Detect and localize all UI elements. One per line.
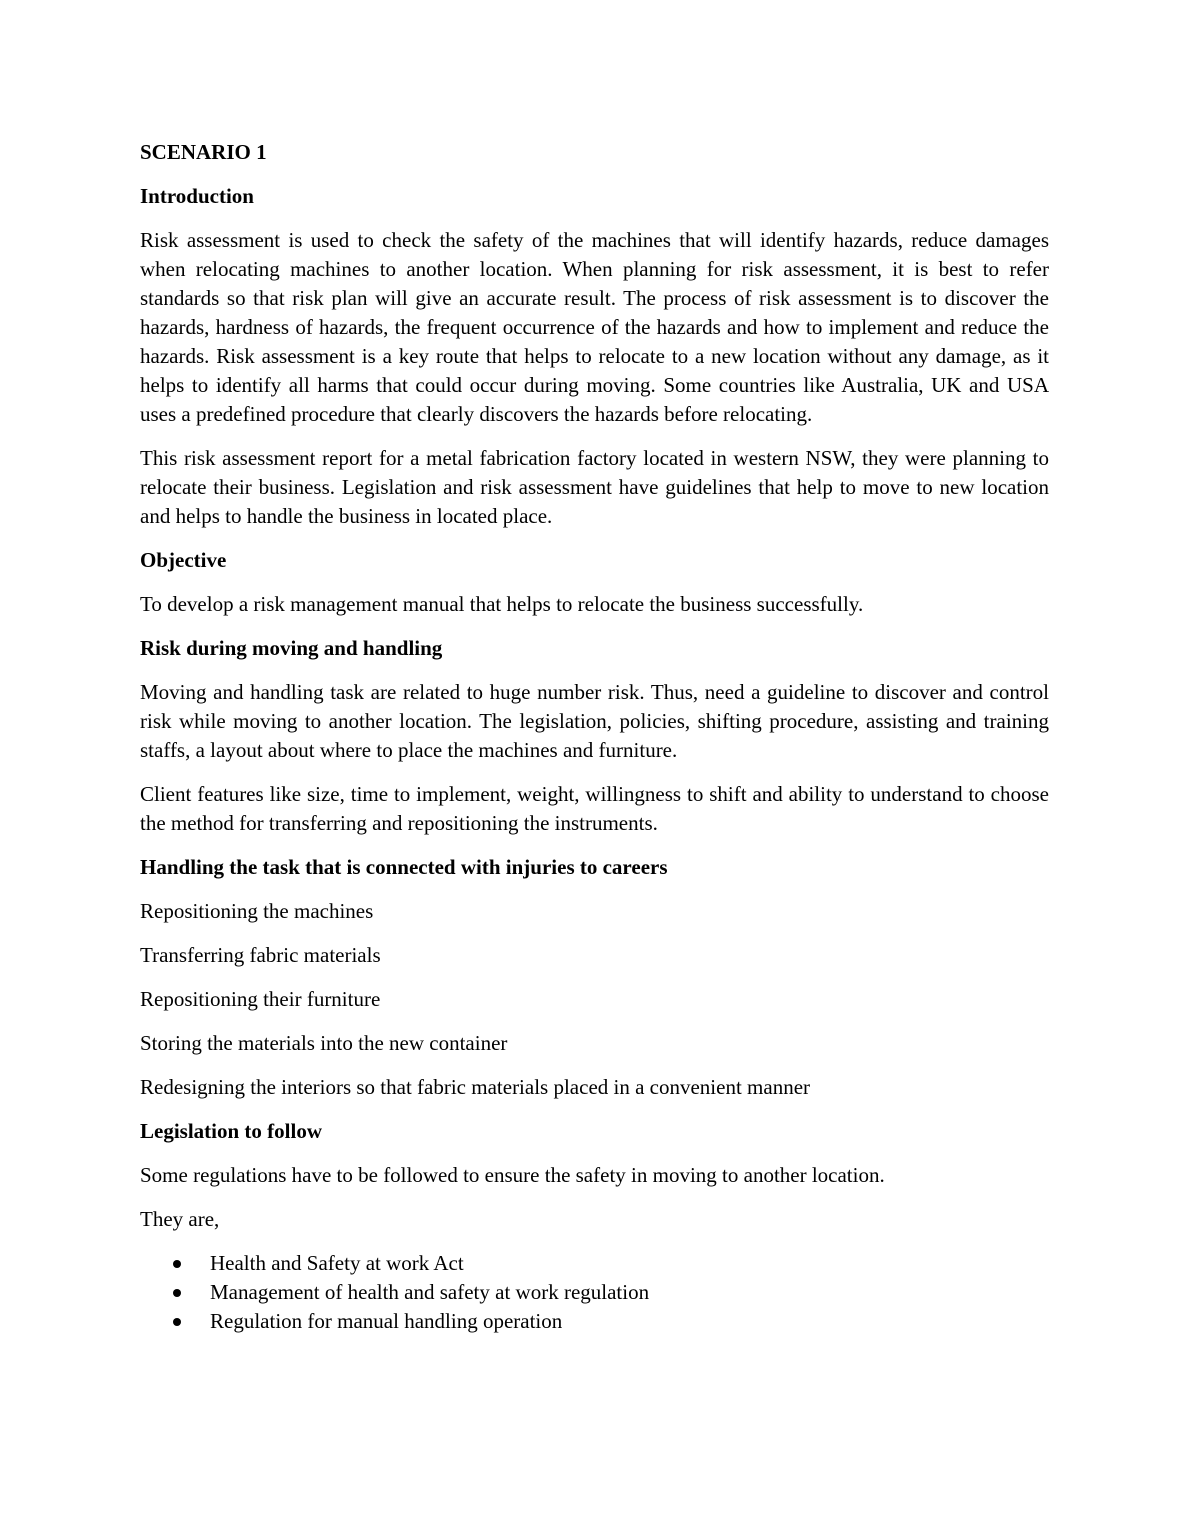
- handling-item: Storing the materials into the new container: [140, 1031, 508, 1055]
- introduction-paragraph-1: Risk assessment is used to check the safety of the machines that will identify hazards, reduce damages when relocating machines to another location. When planning for risk assessment, it is best to refer standards so that risk plan will give an accurate result. The process of risk assessment is to discover the hazards, hardness of hazards, the frequent occurrence of the hazards and how to implement and reduce the hazards. Risk assessment is a key route that helps to relocate to a new location without any damage, as it helps to identify all harms that could occur during moving. Some countries like Australia, UK and USA uses a predefined procedure that clearly discovers the hazards before relocating.: [140, 228, 1049, 426]
- handling-item: Redesigning the interiors so that fabric materials placed in a convenient manner: [140, 1075, 811, 1099]
- risk-heading: Risk during moving and handling: [140, 636, 443, 660]
- bullet-list-item: [140, 1307, 1049, 1336]
- bullet-text: Regulation for manual handling operation: [210, 1309, 563, 1333]
- bullet-list-item: [140, 1249, 1049, 1278]
- introduction-paragraph-2: This risk assessment report for a metal fabrication factory located in western NSW, they were planning to relocate their business. Legislation and risk assessment have guidelines that help to move to new location and helps to handle the business in located place.: [140, 446, 1049, 528]
- bullet-icon: [173, 1289, 181, 1297]
- document-title: SCENARIO 1: [140, 140, 267, 164]
- handling-item: Transferring fabric materials: [140, 943, 381, 967]
- legislation-paragraph: Some regulations have to be followed to ensure the safety in moving to another location.: [140, 1163, 885, 1187]
- legislation-heading: Legislation to follow: [140, 1119, 322, 1143]
- bullet-list-item: [140, 1278, 1049, 1307]
- handling-heading: Handling the task that is connected with injuries to careers: [140, 855, 668, 879]
- risk-paragraph-1: Moving and handling task are related to huge number risk. Thus, need a guideline to discover and control risk while moving to another location. The legislation, policies, shifting procedure, assisting and training staffs, a layout about where to place the machines and furniture.: [140, 680, 1049, 762]
- document-page: [140, 138, 1049, 1336]
- handling-item: Repositioning the machines: [140, 899, 374, 923]
- objective-heading: Objective: [140, 548, 227, 572]
- bullet-text: Management of health and safety at work regulation: [210, 1280, 650, 1304]
- introduction-heading: Introduction: [140, 184, 254, 208]
- bullet-icon: [173, 1260, 181, 1268]
- legislation-bullet-list: [140, 1249, 1049, 1336]
- objective-paragraph: To develop a risk management manual that helps to relocate the business successfully.: [140, 592, 864, 616]
- handling-item: Repositioning their furniture: [140, 987, 381, 1011]
- bullet-text: Health and Safety at work Act: [210, 1251, 464, 1275]
- bullet-icon: [173, 1318, 181, 1326]
- legislation-intro: They are,: [140, 1207, 220, 1231]
- risk-paragraph-2: Client features like size, time to implement, weight, willingness to shift and ability to understand to choose the method for transferring and repositioning the instruments.: [140, 782, 1049, 835]
